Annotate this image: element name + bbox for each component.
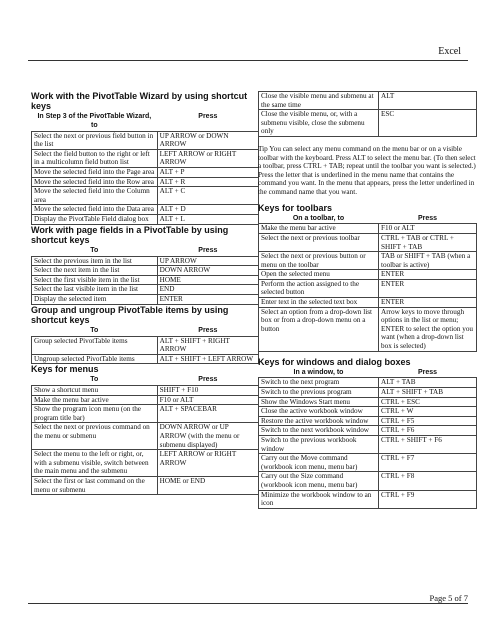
table-row [259, 426, 477, 436]
table-header-row [32, 327, 259, 336]
column-header-press: Press [198, 376, 218, 384]
column-header-action: On a toolbar, to [292, 214, 345, 222]
shortcut-cell: CTRL + F9 [379, 490, 477, 508]
windows-dialogs-table [258, 369, 477, 509]
shortcut-cell: UP ARROW [157, 256, 258, 266]
shortcut-cell: LEFT ARROW or RIGHT ARROW [157, 149, 258, 167]
shortcut-cell: ALT + D [157, 205, 258, 215]
table-row [32, 386, 259, 396]
action-cell: Select the next or previous field button in the list [32, 131, 158, 149]
shortcut-cell: DOWN ARROW [157, 266, 258, 276]
column-header-action: In Step 3 of the PivotTable Wizard, to [37, 113, 152, 129]
shortcut-cell: ALT + C [157, 187, 258, 205]
table-row [259, 92, 477, 110]
table-row [32, 405, 259, 423]
shortcut-cell: SHIFT + F10 [157, 386, 258, 396]
action-cell: Move the selected field into the Data area [32, 205, 158, 215]
action-cell: Select the field button to the right or left in a multicolumn field button list [32, 149, 158, 167]
shortcut-cell: ALT + SHIFT + LEFT ARROW [157, 354, 258, 364]
action-cell: Close the visible menu and submenu at the same time [259, 92, 379, 110]
shortcut-cell: CTRL + ESC [379, 397, 477, 407]
shortcut-cell: CTRL + W [379, 407, 477, 417]
table-row [32, 177, 259, 187]
shortcut-cell: ESC [379, 110, 477, 137]
page-number: Page 5 of 7 [429, 593, 468, 603]
shortcut-cell: CTRL + F6 [379, 426, 477, 436]
shortcut-cell: ALT [379, 92, 477, 110]
table-row [259, 233, 477, 251]
action-cell: Ungroup selected PivotTable items [32, 354, 158, 364]
action-cell: Group selected PivotTable items [32, 336, 158, 354]
table-row [32, 294, 259, 304]
shortcut-cell: F10 or ALT [379, 224, 477, 234]
shortcut-cell: ALT + P [157, 167, 258, 177]
shortcut-cell: UP ARROW or DOWN ARROW [157, 131, 258, 149]
toolbars-heading: Keys for toolbars [258, 202, 333, 213]
footer-rule [28, 603, 468, 604]
document-header-title: Excel [438, 46, 461, 57]
action-cell: Show the program icon menu (on the program title bar) [32, 405, 158, 423]
table-row [32, 187, 259, 205]
action-cell: Make the menu bar active [259, 224, 379, 234]
action-cell: Perform the action assigned to the selected button [259, 279, 379, 297]
table-row [32, 266, 259, 276]
shortcut-cell: ALT + L [157, 214, 258, 224]
column-header-press: Press [198, 326, 218, 334]
shortcut-cell: ALT + TAB [379, 378, 477, 388]
action-cell: Switch to the next workbook window [259, 426, 379, 436]
table-header-row [259, 369, 477, 378]
group-ungroup-heading: Group and ungroup PivotTable items by using shortcut keys [31, 304, 229, 325]
action-cell: Enter text in the selected text box [259, 298, 379, 308]
column-header-action: To [90, 246, 99, 254]
shortcut-cell: HOME [157, 275, 258, 285]
table-row [259, 110, 477, 137]
table-row [32, 149, 259, 167]
table-row [32, 477, 259, 495]
pivot-wizard-heading: Work with the PivotTable Wizard by using shortcut keys [31, 91, 248, 112]
action-cell: Open the selected menu [259, 270, 379, 280]
action-cell: Switch to the previous workbook window [259, 436, 379, 454]
table-row [259, 307, 477, 351]
shortcut-cell: Arrow keys to move through options in the list or menu; ENTER to select the option you want (when a drop-down list box is selected) [379, 307, 477, 351]
action-cell: Switch to the previous program [259, 388, 379, 398]
action-cell: Select the next or previous command on the menu or submenu [32, 423, 158, 450]
shortcut-cell: CTRL + F8 [379, 472, 477, 490]
action-cell: Close the active workbook window [259, 407, 379, 417]
table-header-row [32, 247, 259, 256]
page-fields-table [31, 247, 259, 305]
table-row [32, 256, 259, 266]
group-ungroup-table [31, 327, 259, 364]
column-header-press: Press [198, 113, 218, 121]
table-row [32, 423, 259, 450]
header-rule [28, 60, 468, 61]
action-cell: Select the first visible item in the list [32, 275, 158, 285]
table-row [259, 454, 477, 472]
table-row [259, 436, 477, 454]
shortcut-cell: DOWN ARROW or UP ARROW (with the menu or submenu displayed) [157, 423, 258, 450]
tip-paragraph: Tip You can select any menu command on the menu bar or on a visible toolbar with the keyboard. Press ALT to select the menu bar. (To then select a toolbar, press CTRL + TAB; repeat until the toolbar you want is selected.) Press the letter that is underlined in the menu name that contains the command you want. In the menu that appears, press the letter underlined in the command name that you want. [258, 144, 476, 196]
page-fields-heading: Work with page fields in a PivotTable by using shortcut keys [31, 224, 229, 245]
shortcut-cell: CTRL + F7 [379, 454, 477, 472]
column-header-action: To [90, 326, 99, 334]
menus-heading: Keys for menus [31, 364, 99, 375]
shortcut-cell: TAB or SHIFT + TAB (when a toolbar is active) [379, 252, 477, 270]
left-column [31, 91, 259, 495]
action-cell: Select the next item in the list [32, 266, 158, 276]
action-cell: Select the last visible item in the list [32, 285, 158, 295]
action-cell: Move the selected field into the Row area [32, 177, 158, 187]
action-cell: Show a shortcut menu [32, 386, 158, 396]
menus-continued-table [258, 91, 477, 137]
shortcut-cell: ENTER [157, 294, 258, 304]
action-cell: Move the selected field into the Column area [32, 187, 158, 205]
table-row [259, 416, 477, 426]
column-header-press: Press [417, 368, 438, 376]
table-row [259, 298, 477, 308]
column-header-press: Press [198, 246, 218, 254]
table-row [259, 490, 477, 508]
action-cell: Select the next or previous button or menu on the toolbar [259, 252, 379, 270]
table-row [32, 450, 259, 477]
table-row [259, 407, 477, 417]
table-row [32, 214, 259, 224]
column-header-action: In a window, to [293, 368, 344, 376]
table-row [32, 354, 259, 364]
action-cell: Show the Windows Start menu [259, 397, 379, 407]
table-row [259, 378, 477, 388]
shortcut-cell: ENTER [379, 270, 477, 280]
action-cell: Display the selected item [32, 294, 158, 304]
shortcut-cell: ALT + SHIFT + RIGHT ARROW [157, 336, 258, 354]
action-cell: Select the previous item in the list [32, 256, 158, 266]
table-row [32, 285, 259, 295]
action-cell: Display the PivotTable Field dialog box [32, 214, 158, 224]
shortcut-cell: LEFT ARROW or RIGHT ARROW [157, 450, 258, 477]
table-row [259, 397, 477, 407]
action-cell: Carry out the Size command (workbook icon menu, menu bar) [259, 472, 379, 490]
shortcut-cell: END [157, 285, 258, 295]
table-row [32, 167, 259, 177]
shortcut-cell: ALT + R [157, 177, 258, 187]
table-row [32, 336, 259, 354]
table-row [32, 275, 259, 285]
action-cell: Select the first or last command on the menu or submenu [32, 477, 158, 495]
action-cell: Switch to the next program [259, 378, 379, 388]
right-column [258, 91, 476, 509]
shortcut-cell: ALT + SPACEBAR [157, 405, 258, 423]
table-row [259, 472, 477, 490]
table-header-row [32, 376, 259, 385]
action-cell: Move the selected field into the Page area [32, 167, 158, 177]
pivot-wizard-table [31, 113, 259, 224]
table-header-row [32, 113, 259, 131]
table-row [259, 388, 477, 398]
action-cell: Minimize the workbook window to an icon [259, 490, 379, 508]
action-cell: Carry out the Move command (workbook icon menu, menu bar) [259, 454, 379, 472]
table-row [32, 131, 259, 149]
action-cell: Select the next or previous toolbar [259, 233, 379, 251]
table-header-row [259, 215, 477, 224]
shortcut-cell: CTRL + F5 [379, 416, 477, 426]
menus-table [31, 376, 259, 495]
shortcut-cell: CTRL + TAB or CTRL + SHIFT + TAB [379, 233, 477, 251]
table-row [32, 395, 259, 405]
action-cell: Select an option from a drop-down list box or from a drop-down menu on a button [259, 307, 379, 351]
shortcut-cell: ENTER [379, 298, 477, 308]
action-cell: Make the menu bar active [32, 395, 158, 405]
shortcut-cell: ENTER [379, 279, 477, 297]
action-cell: Close the visible menu, or, with a submenu visible, close the submenu only [259, 110, 379, 137]
shortcut-cell: HOME or END [157, 477, 258, 495]
table-row [32, 205, 259, 215]
table-row [259, 252, 477, 270]
windows-dialogs-heading: Keys for windows and dialog boxes [258, 356, 411, 367]
action-cell: Restore the active workbook window [259, 416, 379, 426]
table-row [259, 270, 477, 280]
shortcut-cell: ALT + SHIFT + TAB [379, 388, 477, 398]
table-row [259, 224, 477, 234]
toolbars-table [258, 215, 477, 352]
table-row [259, 279, 477, 297]
shortcut-cell: CTRL + SHIFT + F6 [379, 436, 477, 454]
column-header-press: Press [417, 214, 438, 222]
action-cell: Select the menu to the left or right, or, with a submenu visible, switch between the main menu and the submenu [32, 450, 158, 477]
column-header-action: To [90, 376, 99, 384]
shortcut-cell: F10 or ALT [157, 395, 258, 405]
